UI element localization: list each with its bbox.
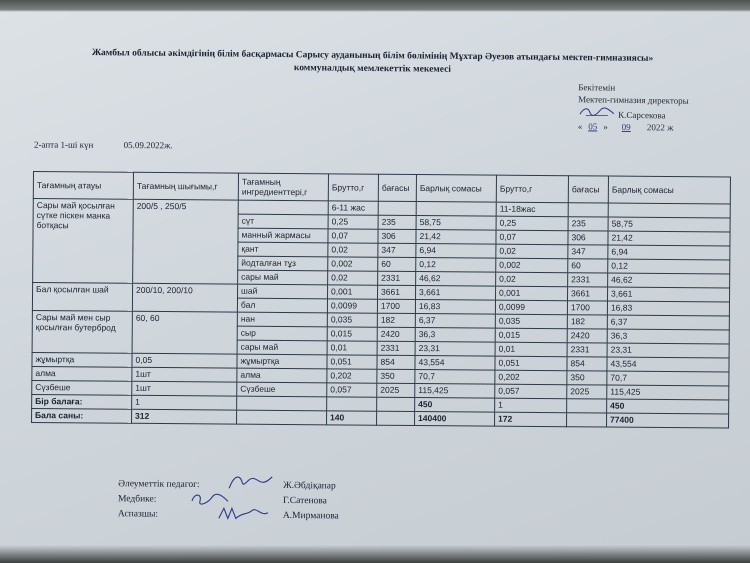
age-group-cell: 11-18жас [496, 202, 568, 217]
cell: 2420 [377, 327, 415, 341]
cell: 46,62 [608, 273, 730, 288]
cell: 43,554 [607, 357, 729, 372]
cell: 0,015 [327, 327, 377, 341]
approval-date [578, 120, 689, 134]
signer-role: Әлеуметтік педагог: [118, 479, 200, 491]
cell: 347 [378, 243, 416, 257]
signatures-block [117, 477, 339, 524]
signature-row [117, 507, 339, 524]
cell: 0,02 [328, 271, 378, 285]
age-group-cell: 6-11 жас [328, 201, 378, 215]
per-child-count: 1 [132, 395, 237, 410]
children-count: 312 [132, 409, 237, 424]
ingredient-cell: қант [238, 242, 328, 257]
dish-yield: 1шт [132, 381, 237, 396]
approval-year: 2022 ж [646, 122, 674, 133]
menu-dateline [34, 140, 201, 151]
approval-day: 05 [588, 121, 598, 132]
ingredient-cell: шай [238, 284, 328, 299]
cell: 306 [568, 231, 608, 245]
approval-position: Мектеп-гимназия директоры [578, 94, 689, 106]
col-header: Тағамның атауы [33, 172, 133, 200]
menu-table [31, 171, 731, 428]
col-header: Тағамның шығымы,г [133, 172, 238, 200]
cell: 3,661 [607, 287, 729, 302]
cell: 0,002 [496, 258, 568, 273]
empty-cell [327, 397, 377, 411]
document-header [20, 46, 725, 79]
signer-name: Г.Сатенова [282, 495, 327, 507]
col-header: Барлық сомасы [416, 175, 496, 203]
signature-icon [216, 502, 271, 525]
cell: 23,31 [415, 342, 495, 357]
cell: 2331 [568, 273, 608, 287]
empty-cell [416, 202, 496, 217]
cell: 21,42 [608, 231, 730, 246]
director-signature [578, 105, 616, 121]
children-sum-2: 77400 [607, 413, 729, 428]
cell: 3661 [378, 285, 416, 299]
ingredient-cell: Сүзбеше [237, 382, 327, 397]
cell: 0,12 [608, 259, 730, 274]
cell: 70,7 [607, 371, 729, 386]
cell: 0,002 [328, 257, 378, 271]
cell: 0,01 [495, 342, 567, 357]
col-header: Тағамның ингредиенттері,г [238, 173, 328, 201]
cell: 2025 [377, 383, 415, 397]
cell: 3,661 [416, 286, 496, 301]
col-header: Брутто,г [328, 174, 378, 201]
dish-yield: 200/5 , 250/5 [133, 199, 239, 284]
empty-cell [608, 203, 730, 218]
cell: 58,75 [608, 217, 730, 232]
cell: 16,83 [415, 300, 495, 315]
cell: 0,051 [495, 356, 567, 371]
cell: 0,07 [496, 230, 568, 245]
children-count-1: 140 [327, 411, 377, 425]
empty-cell [567, 413, 607, 427]
cell: 182 [567, 315, 607, 329]
cell: 0,0099 [327, 299, 377, 313]
cell: 21,42 [416, 230, 496, 245]
dish-name: Бал қосылған шай [32, 283, 132, 312]
empty-cell [378, 201, 416, 215]
empty-cell [568, 203, 608, 217]
cell: 350 [567, 371, 607, 385]
empty-cell [237, 396, 327, 411]
ingredient-cell: нан [237, 312, 327, 327]
header-line-1: Жамбыл облысы әкімдігінің білім басқармасы Сарысу ауданының білім бөлімінің Мұхтар Әуезов атындағы мектеп-гимназиясы» [91, 48, 654, 64]
cell: 2420 [567, 329, 607, 343]
cell: 0,202 [495, 370, 567, 385]
empty-cell [237, 410, 327, 425]
cell: 6,37 [415, 314, 495, 329]
cell: 43,554 [415, 356, 495, 371]
cell: 0,001 [328, 285, 378, 299]
dish-name: алма [32, 366, 132, 381]
menu-date: 05.09.2022ж. [123, 140, 173, 151]
col-header: Барлық сомасы [608, 176, 730, 204]
cell: 0,02 [328, 243, 378, 257]
ingredient-cell: сары май [238, 270, 328, 285]
ingredient-cell: сүт [238, 214, 328, 229]
cell: 46,62 [416, 272, 496, 287]
cell: 58,75 [416, 216, 496, 231]
dish-name: Сары май қосылған сүтке піскен манка ботқасы [33, 199, 134, 284]
cell: 6,37 [607, 315, 729, 330]
approval-title: Бекітемін [578, 82, 616, 93]
cell: 347 [568, 245, 608, 259]
cell: 0,25 [496, 216, 568, 231]
cell: 306 [378, 229, 416, 243]
cell: 6,94 [608, 245, 730, 260]
approval-month: 09 [621, 121, 631, 132]
cell: 854 [377, 355, 415, 369]
per-child-count-2: 1 [495, 398, 567, 413]
cell: 115,425 [415, 384, 495, 399]
ingredient-cell: бал [237, 298, 327, 313]
signer-role: Медбике: [117, 494, 157, 505]
cell: 1700 [377, 299, 415, 313]
cell: 0,02 [496, 244, 568, 259]
cell: 0,202 [327, 369, 377, 383]
cell: 854 [567, 357, 607, 371]
dish-name: жұмыртқа [32, 352, 132, 367]
cell: 2331 [378, 271, 416, 285]
children-label: Бала саны: [32, 408, 132, 423]
approval-signature-line [578, 105, 689, 122]
cell: 0,057 [495, 384, 567, 399]
cell: 0,035 [327, 313, 377, 327]
cell: 0,02 [496, 272, 568, 287]
signer-name: А.Мирманова [282, 510, 339, 522]
dish-name: Сары май мен сыр қосылған бутерброд [32, 310, 132, 353]
cell: 0,0099 [495, 300, 567, 315]
ingredient-cell: жұмыртқа [237, 354, 327, 369]
per-child-sum-1: 450 [415, 398, 495, 413]
cell: 2331 [377, 341, 415, 355]
cell: 70,7 [415, 370, 495, 385]
ingredient-cell: сыр [237, 326, 327, 341]
ingredient-cell: йодталған тұз [238, 256, 328, 271]
empty-cell [377, 397, 415, 411]
cell: 235 [378, 215, 416, 229]
cell: 2331 [567, 343, 607, 357]
dish-name: Сүзбеше [32, 380, 132, 395]
cell: 60 [568, 259, 608, 273]
cell: 0,25 [328, 215, 378, 229]
per-child-sum-2: 450 [607, 399, 729, 414]
cell: 0,035 [495, 314, 567, 329]
cell: 23,31 [607, 343, 729, 358]
empty-cell [377, 411, 415, 425]
signer-role: Аспазшы: [117, 509, 159, 520]
per-child-label: Бір балаға: [32, 394, 132, 409]
cell: 0,12 [416, 258, 496, 273]
signature-icon [226, 472, 276, 493]
cell: 182 [377, 313, 415, 327]
cell: 2025 [567, 385, 607, 399]
cell: 0,01 [327, 341, 377, 355]
dish-yield: 0,05 [132, 353, 237, 368]
director-name: К.Сарсекова [618, 109, 666, 121]
empty-cell [567, 399, 607, 413]
children-sum-1: 140400 [415, 412, 495, 427]
cell: 3661 [567, 287, 607, 301]
signer-name: Ж.Әбдіқапар [283, 480, 336, 492]
cell: 0,057 [327, 383, 377, 397]
cell: 350 [377, 369, 415, 383]
cell: 16,83 [607, 301, 729, 316]
col-header: Брутто,г [496, 175, 568, 203]
date-quote-open: « [577, 121, 583, 132]
ingredient-cell: сары май [237, 340, 327, 355]
col-header: бағасы [568, 176, 608, 203]
cell: 0,001 [496, 286, 568, 301]
ingredient-cell: манный жармасы [238, 228, 328, 243]
dish-yield: 200/10, 200/10 [132, 283, 237, 312]
cell: 60 [378, 257, 416, 271]
cell: 115,425 [607, 385, 729, 400]
ingredient-cell: алма [237, 368, 327, 383]
cell: 1700 [567, 301, 607, 315]
empty-cell [238, 200, 328, 215]
children-count-2: 172 [495, 412, 567, 427]
approval-block [578, 81, 689, 134]
cell: 36,3 [415, 328, 495, 343]
cell: 6,94 [416, 244, 496, 259]
cell: 235 [568, 217, 608, 231]
header-line-2: коммуналдық мемлекеттік мекемесі [293, 63, 452, 75]
cell: 0,051 [327, 355, 377, 369]
col-header: бағасы [378, 174, 416, 201]
week-day: 2-апта 1-ші күн [33, 139, 94, 150]
cell: 0,07 [328, 229, 378, 243]
date-quote-close: » [603, 121, 608, 132]
dish-yield: 60, 60 [132, 311, 237, 354]
cell: 0,015 [495, 328, 567, 343]
cell: 36,3 [607, 329, 729, 344]
dish-yield: 1шт [132, 367, 237, 382]
